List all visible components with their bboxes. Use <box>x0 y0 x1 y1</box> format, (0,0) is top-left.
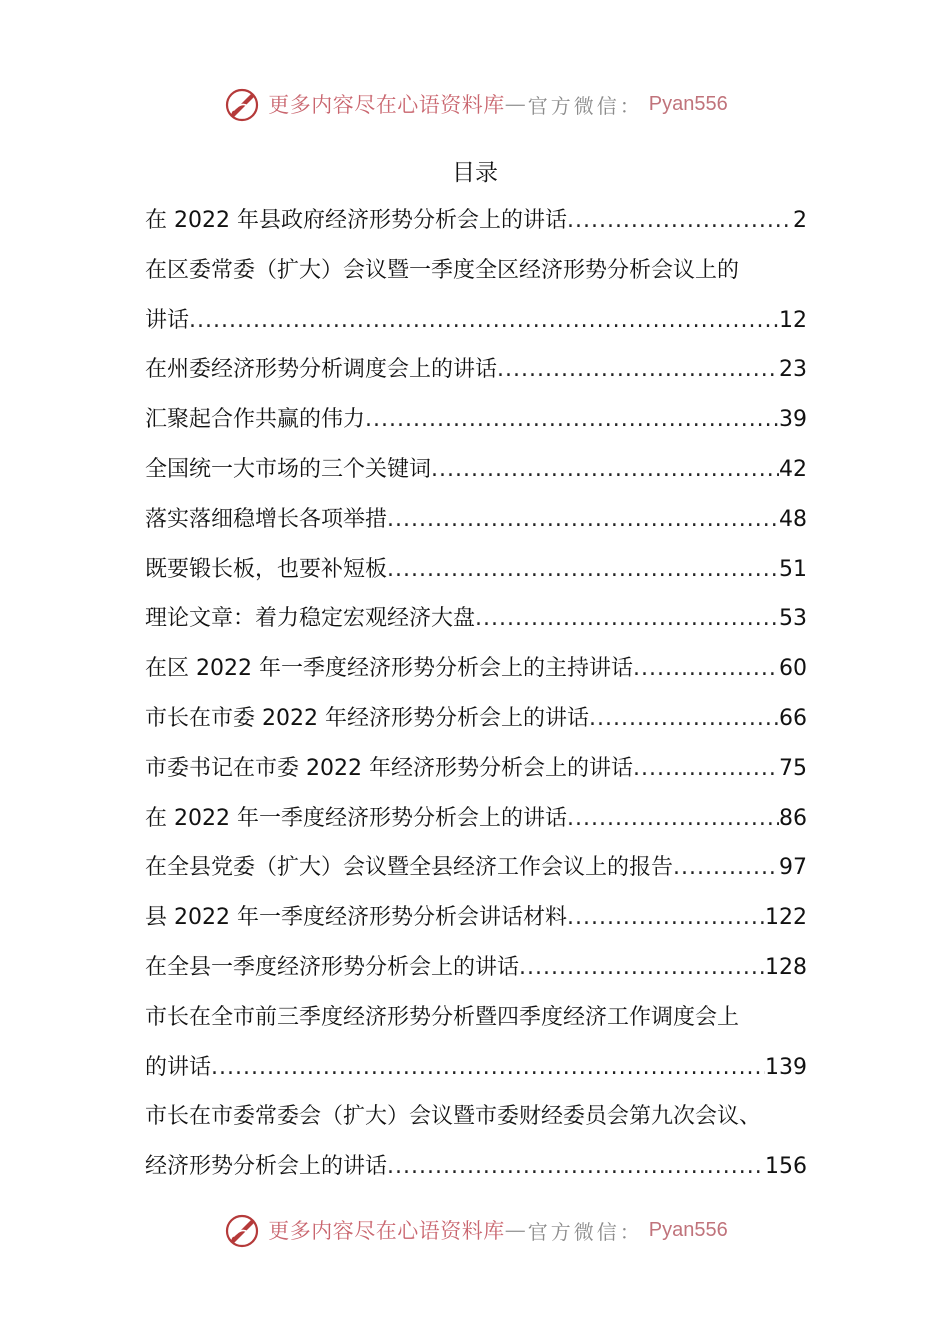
toc-leader-dots <box>211 1043 765 1093</box>
banner-separator: — <box>504 92 526 116</box>
toc-entry[interactable] <box>145 594 807 644</box>
toc-entry[interactable] <box>145 794 807 844</box>
toc-entry[interactable] <box>145 395 807 445</box>
toc-entry[interactable] <box>145 993 807 1043</box>
toc-leader-dots <box>633 744 779 794</box>
toc-entry-title: 在 2022 年一季度经济形势分析会上的讲话 <box>145 805 567 831</box>
toc-leader-dots <box>567 794 779 844</box>
toc-page-number: 66 <box>779 705 807 731</box>
toc-entry[interactable] <box>145 943 807 993</box>
toc-entry-title: 市长在市委常委会（扩大）会议暨市委财经委员会第九次会议、 <box>145 1104 762 1130</box>
toc-page-number: 156 <box>765 1154 807 1180</box>
toc-entry[interactable] <box>145 495 807 545</box>
toc-entry-title: 县 2022 年一季度经济形势分析会讲话材料 <box>145 905 567 931</box>
footer-watermark <box>0 1208 950 1252</box>
toc-page-number: 12 <box>779 307 807 333</box>
toc-leader-dots <box>365 395 779 445</box>
pen-logo-icon <box>222 84 262 124</box>
toc-entry[interactable] <box>145 893 807 943</box>
toc-entry-title: 经济形势分析会上的讲话 <box>145 1154 388 1180</box>
toc-page-number: 2 <box>793 208 807 233</box>
toc-entry[interactable] <box>145 843 807 893</box>
toc-entry-title: 在全县一季度经济形势分析会上的讲话 <box>145 954 520 980</box>
toc-entry[interactable] <box>145 744 807 794</box>
toc-entry-title: 全国统一大市场的三个关键词 <box>145 456 432 482</box>
toc-leader-dots <box>589 694 779 744</box>
banner-wechat-id: Pyan556 <box>648 1218 728 1241</box>
toc-entry[interactable] <box>145 644 807 694</box>
toc-page-number: 86 <box>779 805 807 831</box>
toc-entry-title: 在区 2022 年一季度经济形势分析会上的主持讲话 <box>145 656 633 682</box>
toc-page-number: 48 <box>779 506 807 532</box>
toc-entry-title: 落实落细稳增长各项举措 <box>145 506 388 532</box>
toc-entry[interactable] <box>145 694 807 744</box>
toc-entry[interactable] <box>145 545 807 595</box>
toc-page-number: 39 <box>779 407 807 433</box>
pen-logo-icon <box>222 1210 262 1250</box>
toc-entry-title: 市委书记在市委 2022 年经济形势分析会上的讲话 <box>145 755 633 781</box>
toc-page-number: 97 <box>779 855 807 881</box>
banner-text: 更多内容尽在心语资料库 <box>268 1219 505 1243</box>
toc-entry-title: 汇聚起合作共赢的伟力 <box>145 407 366 433</box>
toc-leader-dots <box>387 495 779 545</box>
toc-page-number: 42 <box>779 456 807 482</box>
toc-entry[interactable] <box>145 1043 807 1093</box>
toc-leader-dots <box>567 196 793 246</box>
toc-entry[interactable] <box>145 345 807 395</box>
toc-leader-dots <box>189 296 779 346</box>
toc-leader-dots <box>673 843 779 893</box>
toc-page-number: 75 <box>779 755 807 781</box>
toc-entry-title: 讲话 <box>145 307 190 333</box>
toc-page-number: 23 <box>779 357 807 383</box>
toc-page-number: 51 <box>779 556 807 582</box>
toc-entry-title: 在区委常委（扩大）会议暨一季度全区经济形势分析会议上的 <box>145 257 740 283</box>
toc-page-number: 122 <box>765 905 807 931</box>
banner-text: 更多内容尽在心语资料库 <box>268 93 505 117</box>
toc-leader-dots <box>633 644 779 694</box>
toc-title: 目录 <box>452 160 498 186</box>
toc-entry-title: 理论文章：着力稳定宏观经济大盘 <box>145 606 476 632</box>
toc-entry-title: 市长在全市前三季度经济形势分析暨四季度经济工作调度会上 <box>145 1004 740 1030</box>
toc-page-number: 53 <box>779 606 807 632</box>
toc-leader-dots <box>475 594 779 644</box>
toc-entry[interactable] <box>145 445 807 495</box>
table-of-contents <box>145 196 807 1192</box>
toc-page-number: 128 <box>765 954 807 980</box>
banner-separator: — <box>504 1218 526 1242</box>
toc-entry-title: 既要锻长板，也要补短板 <box>145 556 388 582</box>
toc-leader-dots <box>387 1142 765 1192</box>
toc-entry[interactable] <box>145 296 807 346</box>
toc-leader-dots <box>431 445 779 495</box>
toc-leader-dots <box>387 545 779 595</box>
header-watermark <box>0 82 950 126</box>
toc-entry-title: 的讲话 <box>145 1054 212 1080</box>
toc-page-number: 139 <box>765 1054 807 1080</box>
toc-entry-title: 在 2022 年县政府经济形势分析会上的讲话 <box>145 208 567 233</box>
toc-leader-dots <box>519 943 765 993</box>
toc-entry-title: 在州委经济形势分析调度会上的讲话 <box>145 357 498 383</box>
toc-entry-title: 市长在市委 2022 年经济形势分析会上的讲话 <box>145 705 589 731</box>
toc-leader-dots <box>497 345 779 395</box>
toc-entry[interactable] <box>145 1142 807 1192</box>
toc-entry[interactable] <box>145 196 807 246</box>
toc-page-number: 60 <box>779 656 807 682</box>
toc-entry[interactable] <box>145 246 807 296</box>
toc-entry-title: 在全县党委（扩大）会议暨全县经济工作会议上的报告 <box>145 855 674 881</box>
toc-leader-dots <box>567 893 765 943</box>
banner-wechat-id: Pyan556 <box>648 92 728 115</box>
toc-entry[interactable] <box>145 1092 807 1142</box>
banner-label: 官方微信： <box>527 1219 643 1244</box>
banner-label: 官方微信： <box>527 93 643 118</box>
